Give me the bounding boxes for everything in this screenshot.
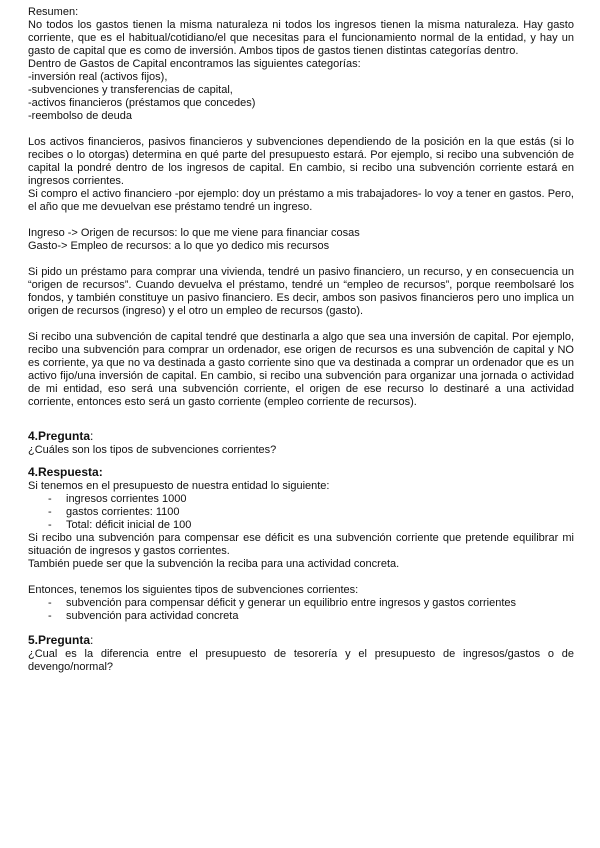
answer-4-paragraph-2: También puede ser que la subvención la reciba para una actividad concreta. bbox=[28, 558, 400, 570]
subsidy-types-list bbox=[28, 597, 574, 623]
summary-paragraph-1: No todos los gastos tienen la misma naturaleza ni todos los ingresos tienen la misma naturaleza. Hay gasto corriente, que es el habitual/cotidiano/el que necesitas para el funcionamiento normal de la entidad, y hay un gasto de capital que es como de inversión. Ambos tipos de gastos tienen distintas categorías dentro. bbox=[28, 19, 574, 57]
category-item: -inversión real (activos fijos), bbox=[28, 71, 168, 83]
summary-paragraph-2: Dentro de Gastos de Capital encontramos las siguientes categorías: bbox=[28, 58, 361, 70]
category-item: -subvenciones y transferencias de capital, bbox=[28, 84, 233, 96]
summary-paragraph-3: Los activos financieros, pasivos financieros y subvenciones dependiendo de la posición en la que estás (si lo recibes o lo otorgas) determina en qué parte del presupuesto estará. Por ejemplo, si recibo una subvención de capital la pondré dentro de los ingresos de capital. En cambio, si recibo una subvención corriente estará en ingresos corrientes. bbox=[28, 136, 574, 187]
question-5-text: ¿Cual es la diferencia entre el presupuesto de tesorería y el presupuesto de ingresos/gastos o de devengo/normal? bbox=[28, 648, 574, 673]
summary-paragraph-6: Si recibo una subvención de capital tendré que destinarla a algo que sea una inversión de capital. Por ejemplo, recibo una subvención para comprar un ordenador, ese origen de recursos es una subvención de capital y NO es corriente, ya que no va destinada a gasto corriente sino que va destinada a comprar un ordenador que es un activo fijo/una inversión de capital. En cambio, si recibo una subvención para organizar una jornada o actividad de mi entidad, eso será una subvención corriente, el origen de ese recurso lo destinaré a una actividad corriente, entonces esto será un gasto corriente (empleo corriente de recursos). bbox=[28, 331, 574, 408]
question-5-heading: 5.Pregunta: bbox=[28, 633, 94, 647]
answer-4-paragraph-3: Entonces, tenemos los siguientes tipos de subvenciones corrientes: bbox=[28, 584, 359, 596]
definition-expense: Gasto-> Empleo de recursos: a lo que yo dedico mis recursos bbox=[28, 240, 330, 252]
budget-list bbox=[28, 493, 574, 532]
answer-4-intro: Si tenemos en el presupuesto de nuestra entidad lo siguiente: bbox=[28, 480, 330, 492]
list-item: - Total: déficit inicial de 100 bbox=[28, 519, 574, 532]
list-item: - subvención para actividad concreta bbox=[28, 610, 574, 623]
summary-title: Resumen: bbox=[28, 6, 79, 18]
definition-income: Ingreso -> Origen de recursos: lo que me viene para financiar cosas bbox=[28, 227, 360, 239]
summary-paragraph-5: Si pido un préstamo para comprar una vivienda, tendré un pasivo financiero, un recurso, y en consecuencia un “origen de recursos”. Cuando devuelva el préstamo, tendré un “empleo de recursos”, porque reembolsaré los fondos, y también constituye un pasivo financiero. Es decir, ambos son pasivos financieros pero uno implica un origen de recursos (ingreso) y el otro un empleo de recursos (gasto). bbox=[28, 266, 574, 317]
summary-paragraph-4: Si compro el activo financiero -por ejemplo: doy un préstamo a mis trabajadores- lo voy a tener en gastos. Pero, el año que me devuelvan ese préstamo tendré un ingreso. bbox=[28, 188, 574, 213]
answer-4-paragraph-1: Si recibo una subvención para compensar ese déficit es una subvención corriente que pretende equilibrar mi situación de ingresos y gastos corrientes. bbox=[28, 532, 574, 557]
question-4-heading: 4.Pregunta: bbox=[28, 429, 94, 443]
list-item: - ingresos corrientes 1000 bbox=[28, 493, 574, 506]
list-item: - gastos corrientes: 1100 bbox=[28, 506, 574, 519]
answer-4-heading: 4.Respuesta: bbox=[28, 465, 103, 479]
category-item: -activos financieros (préstamos que concedes) bbox=[28, 97, 256, 109]
question-4-text: ¿Cuáles son los tipos de subvenciones corrientes? bbox=[28, 444, 277, 456]
category-item: -reembolso de deuda bbox=[28, 110, 132, 122]
list-item: - subvención para compensar déficit y generar un equilibrio entre ingresos y gastos corrientes bbox=[28, 597, 574, 610]
